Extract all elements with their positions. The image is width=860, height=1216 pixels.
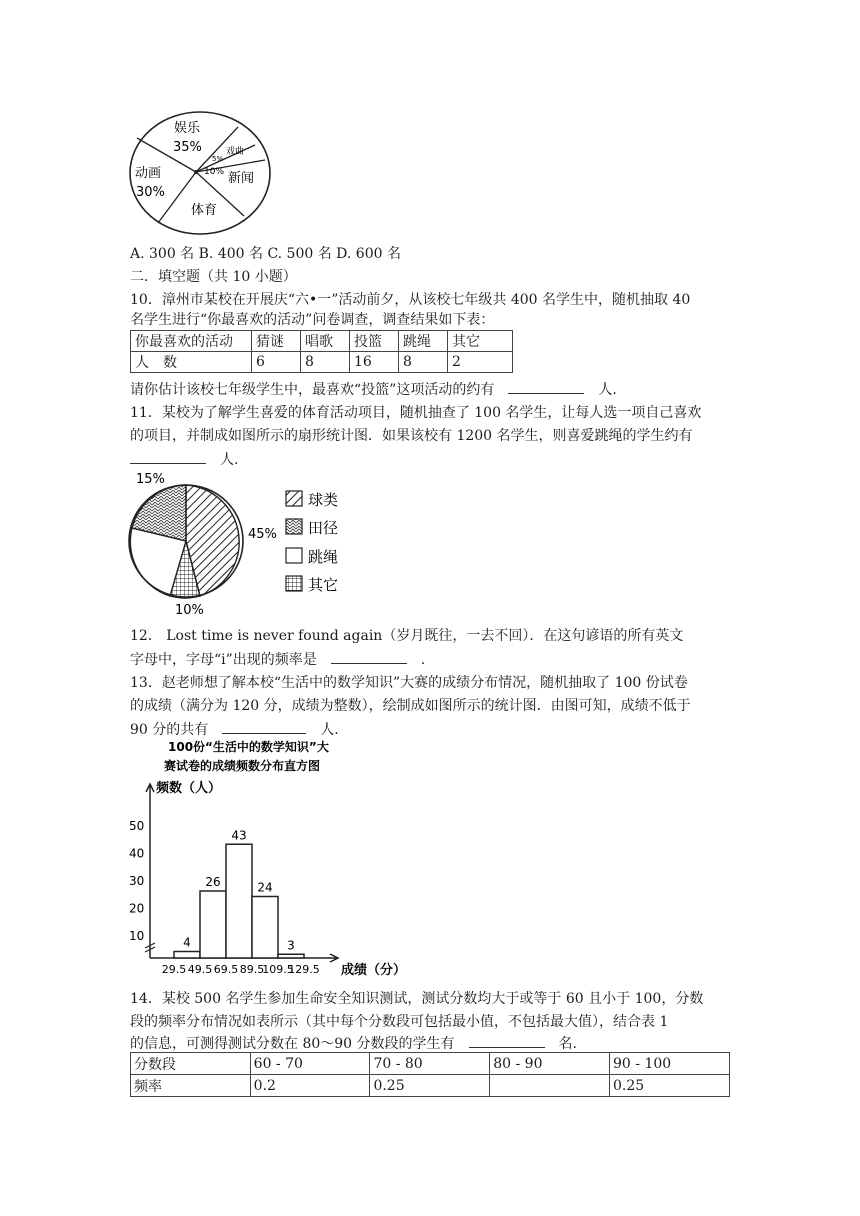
pie1-pct-opera: 5% xyxy=(212,155,224,163)
table-cell: 0.2 xyxy=(250,1075,370,1097)
pie1-label-news: 新闻 xyxy=(228,171,255,186)
legend-swatch-ball xyxy=(286,491,302,506)
table-cell: 人 数 xyxy=(131,352,252,373)
table-cell: 你最喜欢的活动 xyxy=(131,331,252,352)
y-tick-label: 40 xyxy=(129,846,145,861)
y-tick-label: 30 xyxy=(129,874,145,888)
table-cell: 频率 xyxy=(131,1075,251,1097)
legend-swatch-rope xyxy=(286,548,302,563)
bar-value-label: 24 xyxy=(257,880,273,895)
y-tick-label: 50 xyxy=(129,819,145,833)
table-cell: 60 - 70 xyxy=(250,1053,370,1075)
pie2-pct-45: 45% xyxy=(248,527,277,542)
q14-line1: 14．某校 500 名学生参加生命安全知识测试，测试分数均大于或等于 60 且小于 100，分数 xyxy=(130,991,704,1007)
q10-unit: 人. xyxy=(598,382,617,398)
q14-line3 xyxy=(130,1033,577,1054)
x-axis-label: 成绩（分） xyxy=(341,963,407,978)
table-cell: 0.25 xyxy=(610,1075,730,1097)
q14-question-text: 的信息，可测得测试分数在 80～90 分数段的学生有 xyxy=(130,1036,455,1052)
histogram-bar xyxy=(174,952,200,959)
table-cell: 8 xyxy=(301,352,350,373)
x-tick-label: 109.5 xyxy=(262,963,294,976)
q14-unit: 名. xyxy=(558,1036,577,1052)
legend-label-track: 田径 xyxy=(308,519,339,537)
q11-answer-blank xyxy=(130,449,206,464)
q10-table xyxy=(130,330,513,373)
histogram-bar xyxy=(278,954,304,958)
chart-title-line1: 100份“生活中的数学知识”大 xyxy=(168,740,329,754)
q14-answer-blank xyxy=(469,1033,545,1048)
table-cell: 80 - 90 xyxy=(490,1053,610,1075)
q11-line1: 11．某校为了解学生喜爱的体育活动项目，随机抽查了 100 名学生，让每人选一项自己喜欢 xyxy=(130,405,702,421)
q13-question-text: 90 分的共有 xyxy=(130,722,209,738)
table-cell: 8 xyxy=(399,352,448,373)
q12-line1: 12． Lost time is never found again（岁月既往，一去不回）．在这句谚语的所有英文 xyxy=(130,628,684,644)
table-row xyxy=(131,1053,730,1075)
histogram-bar xyxy=(226,844,252,958)
x-tick-label: 29.5 xyxy=(161,963,187,976)
pie1-pct-entertainment: 35% xyxy=(173,140,202,155)
table-cell: 90 - 100 xyxy=(610,1053,730,1075)
q12-question-text: 字母中，字母“i”出现的频率是 xyxy=(130,652,317,668)
pie1-pct-animation: 30% xyxy=(136,185,165,200)
q11-unit: 人. xyxy=(220,452,239,468)
pie1-label-entertainment: 娱乐 xyxy=(174,121,201,136)
section-title-fill-in: 二．填空题（共 10 小题） xyxy=(130,269,297,285)
legend-swatch-other xyxy=(286,576,302,591)
table-cell: 投篮 xyxy=(350,331,399,352)
q10-line2: 名学生进行“你最喜欢的活动”问卷调查，调查结果如下表： xyxy=(130,312,495,328)
histogram-bar xyxy=(252,897,278,959)
histogram-bar xyxy=(200,891,226,958)
table-cell: 跳绳 xyxy=(399,331,448,352)
legend-swatch-track xyxy=(286,519,302,534)
q10-answer-blank xyxy=(508,379,584,394)
pie-chart-tv-programs xyxy=(128,110,278,235)
y-tick-label: 10 xyxy=(129,929,145,943)
table-cell: 分数段 xyxy=(131,1053,251,1075)
table-row xyxy=(131,1075,730,1097)
bar-value-label: 4 xyxy=(183,935,191,950)
legend-label-ball: 球类 xyxy=(308,491,339,509)
q11-line2: 的项目，并制成如图所示的扇形统计图．如果该校有 1200 名学生，则喜爱跳绳的学生约有 xyxy=(130,428,693,444)
q12-end: . xyxy=(420,652,426,668)
x-tick-label: 129.5 xyxy=(288,963,320,976)
q12-answer-blank xyxy=(331,649,407,664)
pie1-label-sports: 体育 xyxy=(191,203,218,218)
table-cell: 16 xyxy=(350,352,399,373)
pie1-pct-news: 10% xyxy=(204,167,225,177)
table-cell xyxy=(490,1075,610,1097)
q14-line2: 段的频率分布情况如表所示（其中每个分数段可包括最小值，不包括最大值），结合表 1 xyxy=(130,1014,669,1030)
y-axis-label: 频数（人） xyxy=(156,781,222,796)
bar-value-label: 3 xyxy=(287,938,295,953)
table-row xyxy=(131,352,513,373)
table-cell: 70 - 80 xyxy=(370,1053,490,1075)
table-row xyxy=(131,331,513,352)
bar-value-label: 26 xyxy=(205,875,221,889)
q14-table xyxy=(130,1052,730,1097)
x-tick-label: 69.5 xyxy=(213,963,239,976)
legend-label-other: 其它 xyxy=(308,576,339,594)
q12-line2 xyxy=(130,649,425,670)
q13-answer-blank xyxy=(222,719,306,734)
q13-unit: 人. xyxy=(320,722,339,738)
table-cell: 唱歌 xyxy=(301,331,350,352)
q10-line1: 10．漳州市某校在开展庆“六•一”活动前夕，从该校七年级共 400 名学生中，随机抽取 40 xyxy=(130,292,691,308)
table-cell: 0.25 xyxy=(370,1075,490,1097)
table-cell: 6 xyxy=(252,352,301,373)
pie1-label-animation: 动画 xyxy=(135,166,162,181)
table-cell: 猜谜 xyxy=(252,331,301,352)
q13-line3 xyxy=(130,719,339,740)
q9-options: A. 300 名 B. 400 名 C. 500 名 D. 600 名 xyxy=(130,246,401,262)
pie2-pct-10: 10% xyxy=(175,603,204,618)
q10-line3 xyxy=(130,379,617,400)
table-cell: 其它 xyxy=(448,331,513,352)
q13-line2: 的成绩（满分为 120 分，成绩为整数），绘制成如图所示的统计图．由图可知，成绩不低于 xyxy=(130,698,691,714)
q13-line1: 13．赵老师想了解本校“生活中的数学知识”大赛的成绩分布情况，随机抽取了 100 份试卷 xyxy=(130,675,688,691)
q10-question-text: 请你估计该校七年级学生中，最喜欢“投篮”这项活动的约有 xyxy=(130,382,495,398)
legend-label-rope: 跳绳 xyxy=(308,548,339,566)
histogram-chart xyxy=(128,738,418,978)
y-tick-label: 20 xyxy=(129,901,145,916)
bar-value-label: 43 xyxy=(231,828,247,843)
x-tick-label: 89.5 xyxy=(239,963,265,976)
pie1-label-opera: 戏曲 xyxy=(226,147,245,157)
pie-chart-sports-activities xyxy=(128,466,363,621)
x-tick-label: 49.5 xyxy=(187,963,213,976)
pie2-pct-15: 15% xyxy=(136,472,165,487)
table-cell: 2 xyxy=(448,352,513,373)
chart-title-line2: 赛试卷的成绩频数分布直方图 xyxy=(164,759,321,773)
